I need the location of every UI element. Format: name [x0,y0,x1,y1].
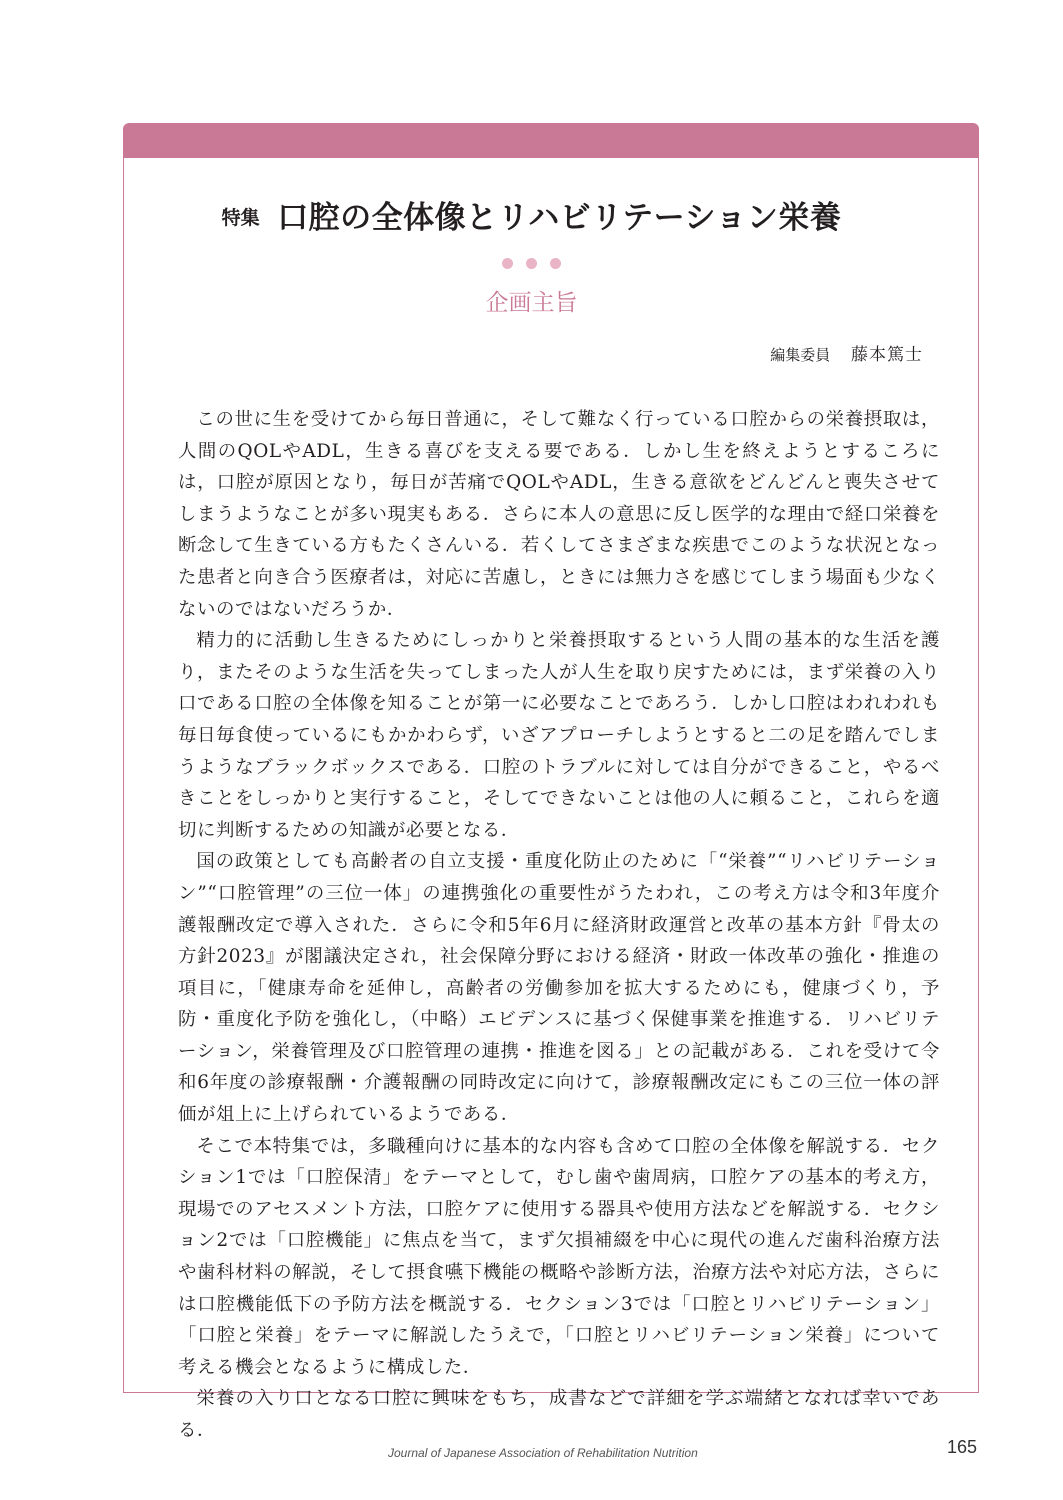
byline-role: 編集委員 [770,346,831,364]
article-title [0,192,1063,237]
frame-header-bar [124,124,978,158]
paragraph: この世に生を受けてから毎日普通に，そして難なく行っている口腔からの栄養摂取は，人間のQOLやADL，生きる喜びを支える要である．しかし生を終えようとするころには，口腔が原因となり，毎日が苦痛でQOLやADL，生きる意欲をどんどんと喪失させてしまうようなことが多い現実もある．さらに本人の意思に反し医学的な理由で経口栄養を断念して生きている方もたくさんいる．若くしてさまざまな疾患でこのような状況となった患者と向き合う医療者は，対応に苦慮し，ときには無力さを感じてしまう場面も少なくないのではないだろうか． [178,409,940,620]
page-number: 165 [947,1437,978,1457]
journal-name: Journal of Japanese Association of Rehabilitation Nutrition [388,1446,698,1460]
feature-tag: 特集 [221,207,260,229]
paragraph: 栄養の入り口となる口腔に興味をもち，成書などで詳細を学ぶ端緒となれば幸いである． [178,1388,940,1441]
paragraph: そこで本特集では，多職種向けに基本的な内容も含めて口腔の全体像を解説する．セクション1では「口腔保清」をテーマとして，むし歯や歯周病，口腔ケアの基本的考え方，現場でのアセスメント方法，口腔ケアに使用する器具や使用方法などを解説する．セクション2では「口腔機能」に焦点を当て，まず欠損補綴を中心に現代の進んだ歯科治療方法や歯科材料の解説，そして摂食嚥下機能の概略や診断方法，治療方法や対応方法，さらには口腔機能低下の予防方法を概説する．セクション3では「口腔とリハビリテーション」「口腔と栄養」をテーマに解説したうえで，「口腔とリハビリテーション栄養」について考える機会となるように構成した． [178,1135,940,1378]
article-body [178,404,940,1447]
paragraph: 国の政策としても高齢者の自立支援・重度化防止のために「“栄養”“リハビリテーション”“口腔管理”の三位一体」の連携強化の重要性がうたわれ，この考え方は令和3年度介護報酬改定で導入された．さらに令和5年6月に経済財政運営と改革の基本方針『骨太の方針2023』が閣議決定され，社会保障分野における経済・財政一体改革の強化・推進の項目に，「健康寿命を延伸し，高齢者の労働参加を拡大するためにも，健康づくり，予防・重度化予防を強化し，（中略）エビデンスに基づく保健事業を推進する．リハビリテーション，栄養管理及び口腔管理の連携・推進を図る」との記載がある．これを受けて令和6年度の診療報酬・介護報酬の同時改定に向けて，診療報酬改定にもこの三位一体の評価が俎上に上げられているようである． [178,851,940,1126]
byline [770,340,923,365]
decorative-dots [0,258,1063,270]
dot-icon [550,258,561,269]
dot-icon [502,258,513,269]
paragraph: 精力的に活動し生きるためにしっかりと栄養摂取するという人間の基本的な生活を護り，またそのような生活を失ってしまった人が人生を取り戻すためには，まず栄養の入り口である口腔の全体像を知ることが第一に必要なことであろう．しかし口腔はわれわれも毎日毎食使っているにもかかわらず，いざアプローチしようとすると二の足を踏んでしまうようなブラックボックスである．口腔のトラブルに対しては自分ができること，やるべきことをしっかりと実行すること，そしてできないことは他の人に頼ること，これらを適切に判断するための知識が必要となる． [178,630,940,841]
author-name: 藤本篤士 [851,345,923,365]
title-text: 口腔の全体像とリハビリテーション栄養 [277,200,842,236]
dot-icon [526,258,537,269]
section-subtitle: 企画主旨 [485,290,578,316]
